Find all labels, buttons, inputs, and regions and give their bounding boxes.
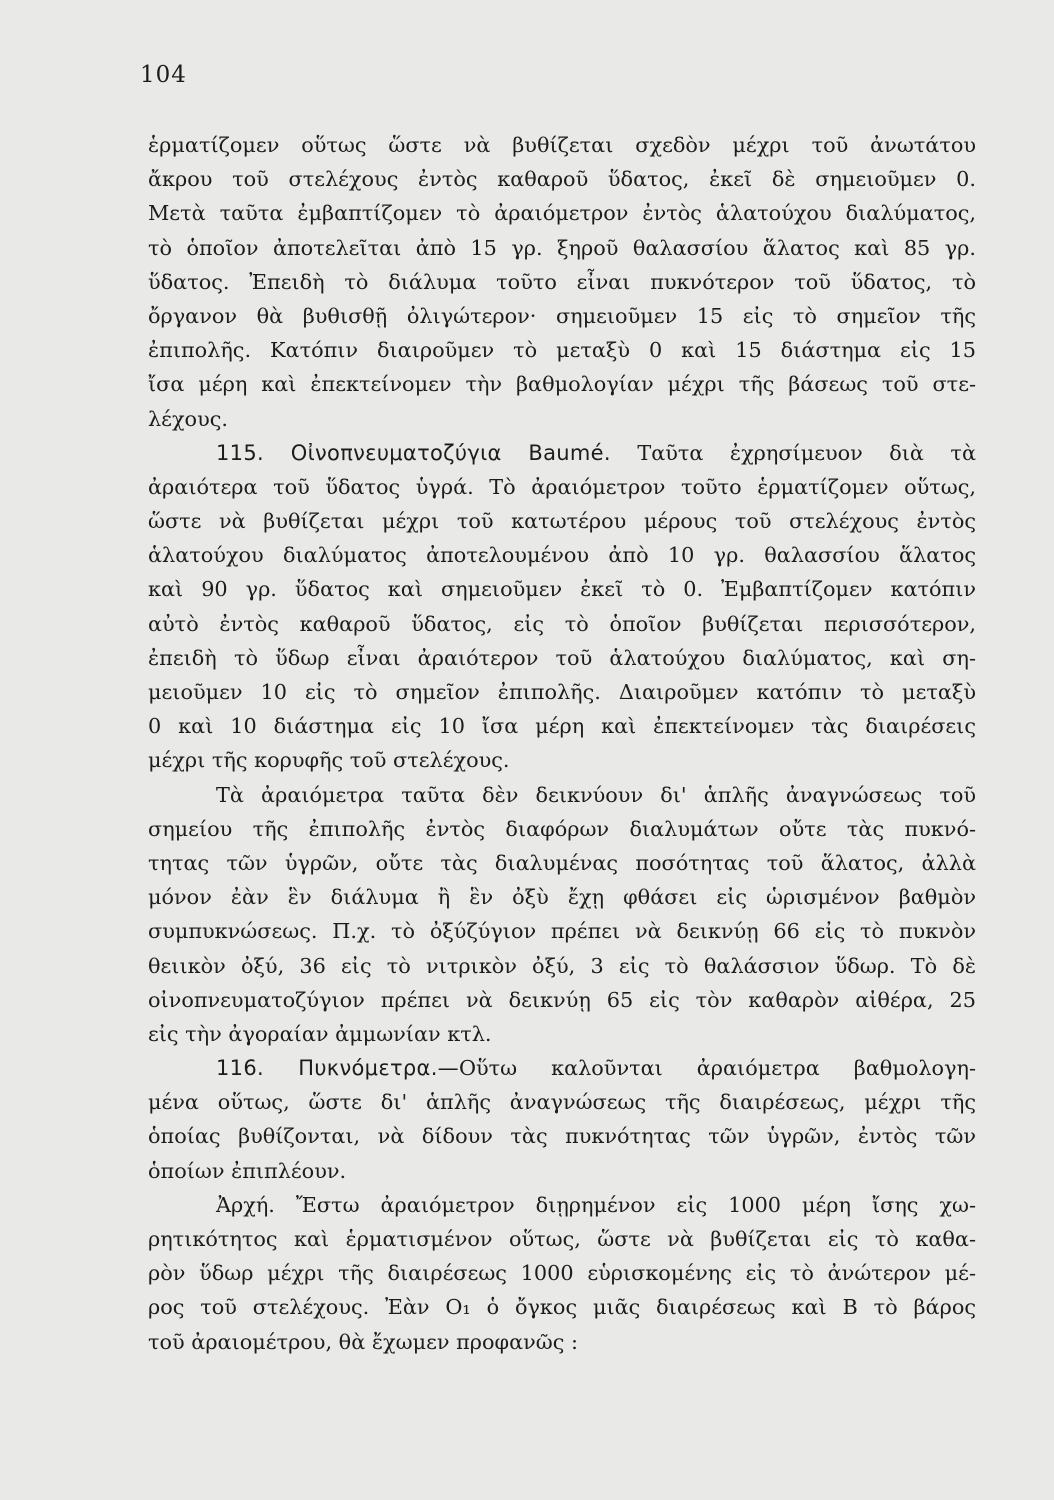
text-line: τητας τῶν ὑγρῶν, οὔτε τὰς διαλυμένας ποσότητας τοῦ ἅλατος, ἀλλὰ: [148, 850, 976, 875]
text-line: ἐπιπολῆς. Κατόπιν διαιροῦμεν τὸ μεταξὺ 0 καὶ 15 διάστημα εἰς 15: [148, 338, 976, 363]
section-115-first-line: [148, 436, 976, 470]
text-line: Τὰ ἀραιόμετρα ταῦτα δὲν δεικνύουν δι' ἁπλῆς ἀναγνώσεως τοῦ: [216, 782, 976, 807]
text-line: ρὸν ὕδωρ μέχρι τῆς διαιρέσεως 1000 εὑρισκομένης εἰς τὸ ἀνώτερον μέ-: [148, 1261, 976, 1286]
section-116-heading: 116. Πυκνόμετρα.—: [216, 1056, 459, 1081]
section-116-first-line-text: Οὕτω καλοῦνται ἀραιόμετρα βαθμολογη-: [458, 1056, 976, 1081]
text-line: μειοῦμεν 10 εἰς τὸ σημεῖον ἐπιπολῆς. Διαιροῦμεν κατόπιν τὸ μεταξὺ: [148, 680, 976, 704]
text-line: λέχους.: [148, 406, 228, 431]
text-line: Μετὰ ταῦτα ἐμβαπτίζομεν τὸ ἀραιόμετρον ἐντὸς ἁλατούχου διαλύματος,: [148, 201, 976, 226]
section-115: [148, 436, 976, 778]
text-line: μένα οὕτως, ὥστε δι' ἁπλῆς ἀναγνώσεως τῆς διαιρέσεως, μέχρι τῆς: [148, 1090, 976, 1115]
text-line: ἐπειδὴ τὸ ὕδωρ εἶναι ἀραιότερον τοῦ ἁλατούχου διαλύματος, καὶ ση-: [148, 645, 976, 670]
text-line: θειικὸν ὀξύ, 36 εἰς τὸ νιτρικὸν ὀξύ, 3 εἰς τὸ θαλάσσιον ὕδωρ. Τὸ δὲ: [148, 953, 976, 978]
text-line: συμπυκνώσεως. Π.χ. τὸ ὀξύζύγιον πρέπει νὰ δεικνύῃ 66 εἰς τὸ πυκνὸν: [148, 919, 976, 944]
section-116: [148, 1051, 976, 1188]
body-text: [148, 128, 976, 1359]
text-line: ὁποίων ἐπιπλέουν.: [148, 1158, 347, 1183]
text-line: ὕδατος. Ἐπειδὴ τὸ διάλυμα τοῦτο εἶναι πυκνότερον τοῦ ὕδατος, τὸ: [148, 269, 976, 294]
text-line: καὶ 90 γρ. ὕδατος καὶ σημειοῦμεν ἐκεῖ τὸ 0. Ἐμβαπτίζομεν κατόπιν: [148, 577, 976, 602]
text-line: σημείου τῆς ἐπιπολῆς ἐντὸς διαφόρων διαλυμάτων οὔτε τὰς πυκνό-: [148, 816, 976, 841]
text-line: αὐτὸ ἐντὸς καθαροῦ ὕδατος, εἰς τὸ ὁποῖον βυθίζεται περισσότερον,: [148, 611, 976, 636]
text-line: ρος τοῦ στελέχους. Ἐὰν O₁ ὁ ὄγκος μιᾶς διαιρέσεως καὶ B τὸ βάρος: [148, 1295, 976, 1320]
text-line: 0 καὶ 10 διάστημα εἰς 10 ἴσα μέρη καὶ ἐπεκτείνομεν τὰς διαιρέσεις: [148, 714, 976, 739]
text-line: ὁποίας βυθίζονται, νὰ δίδουν τὰς πυκνότητας τῶν ὑγρῶν, ἐντὸς τῶν: [148, 1124, 976, 1149]
section-116-first-line: [148, 1051, 976, 1085]
text-line: τοῦ ἀραιομέτρου, θὰ ἔχωμεν προφανῶς :: [148, 1329, 579, 1354]
text-line: Ἀρχή. Ἔστω ἀραιόμετρον διῃρημένον εἰς 1000 μέρη ἴσης χω-: [216, 1192, 976, 1217]
section-115-first-line-text: Ταῦτα ἐχρησίμευον διὰ τὰ: [637, 440, 976, 465]
text-line: ἀραιότερα τοῦ ὕδατος ὑγρά. Τὸ ἀραιόμετρον τοῦτο ἑρματίζομεν οὕτως,: [148, 474, 976, 499]
text-line: ὥστε νὰ βυθίζεται μέχρι τοῦ κατωτέρου μέρους τοῦ στελέχους ἐντὸς: [148, 509, 976, 534]
text-line: μόνον ἐὰν ἓν διάλυμα ἢ ἓν ὀξὺ ἔχῃ φθάσει εἰς ὡρισμένον βαθμὸν: [148, 885, 976, 910]
text-line: ὄργανον θὰ βυθισθῇ ὀλιγώτερον· σημειοῦμεν 15 εἰς τὸ σημεῖον τῆς: [148, 303, 976, 328]
text-line: ἴσα μέρη καὶ ἐπεκτείνομεν τὴν βαθμολογίαν μέχρι τῆς βάσεως τοῦ στε-: [148, 372, 976, 397]
paragraph-3: [148, 778, 976, 1052]
paragraph-5: [148, 1188, 976, 1359]
paragraph-1: [148, 128, 976, 436]
section-115-heading: 115. Οἰνοπνευματοζύγια Baumé.: [216, 440, 611, 465]
text-line: ἁλατούχου διαλύματος ἀποτελουμένου ἀπὸ 10 γρ. θαλασσίου ἅλατος: [148, 543, 976, 568]
text-line: οἰνοπνευματοζύγιον πρέπει νὰ δεικνύῃ 65 εἰς τὸν καθαρὸν αἰθέρα, 25: [148, 987, 976, 1012]
text-line: ἑρματίζομεν οὕτως ὥστε νὰ βυθίζεται σχεδὸν μέχρι τοῦ ἀνωτάτου: [148, 133, 976, 157]
text-line: μέχρι τῆς κορυφῆς τοῦ στελέχους.: [148, 748, 510, 773]
text-line: ρητικότητος καὶ ἑρματισμένον οὕτως, ὥστε νὰ βυθίζεται εἰς τὸ καθα-: [148, 1227, 976, 1251]
text-line: εἰς τὴν ἀγοραίαν ἀμμωνίαν κτλ.: [148, 1021, 492, 1046]
text-line: τὸ ὁποῖον ἀποτελεῖται ἀπὸ 15 γρ. ξηροῦ θαλασσίου ἅλατος καὶ 85 γρ.: [148, 235, 976, 260]
text-line: ἄκρου τοῦ στελέχους ἐντὸς καθαροῦ ὕδατος, ἐκεῖ δὲ σημειοῦμεν 0.: [148, 167, 976, 192]
page-number: 104: [140, 62, 187, 88]
